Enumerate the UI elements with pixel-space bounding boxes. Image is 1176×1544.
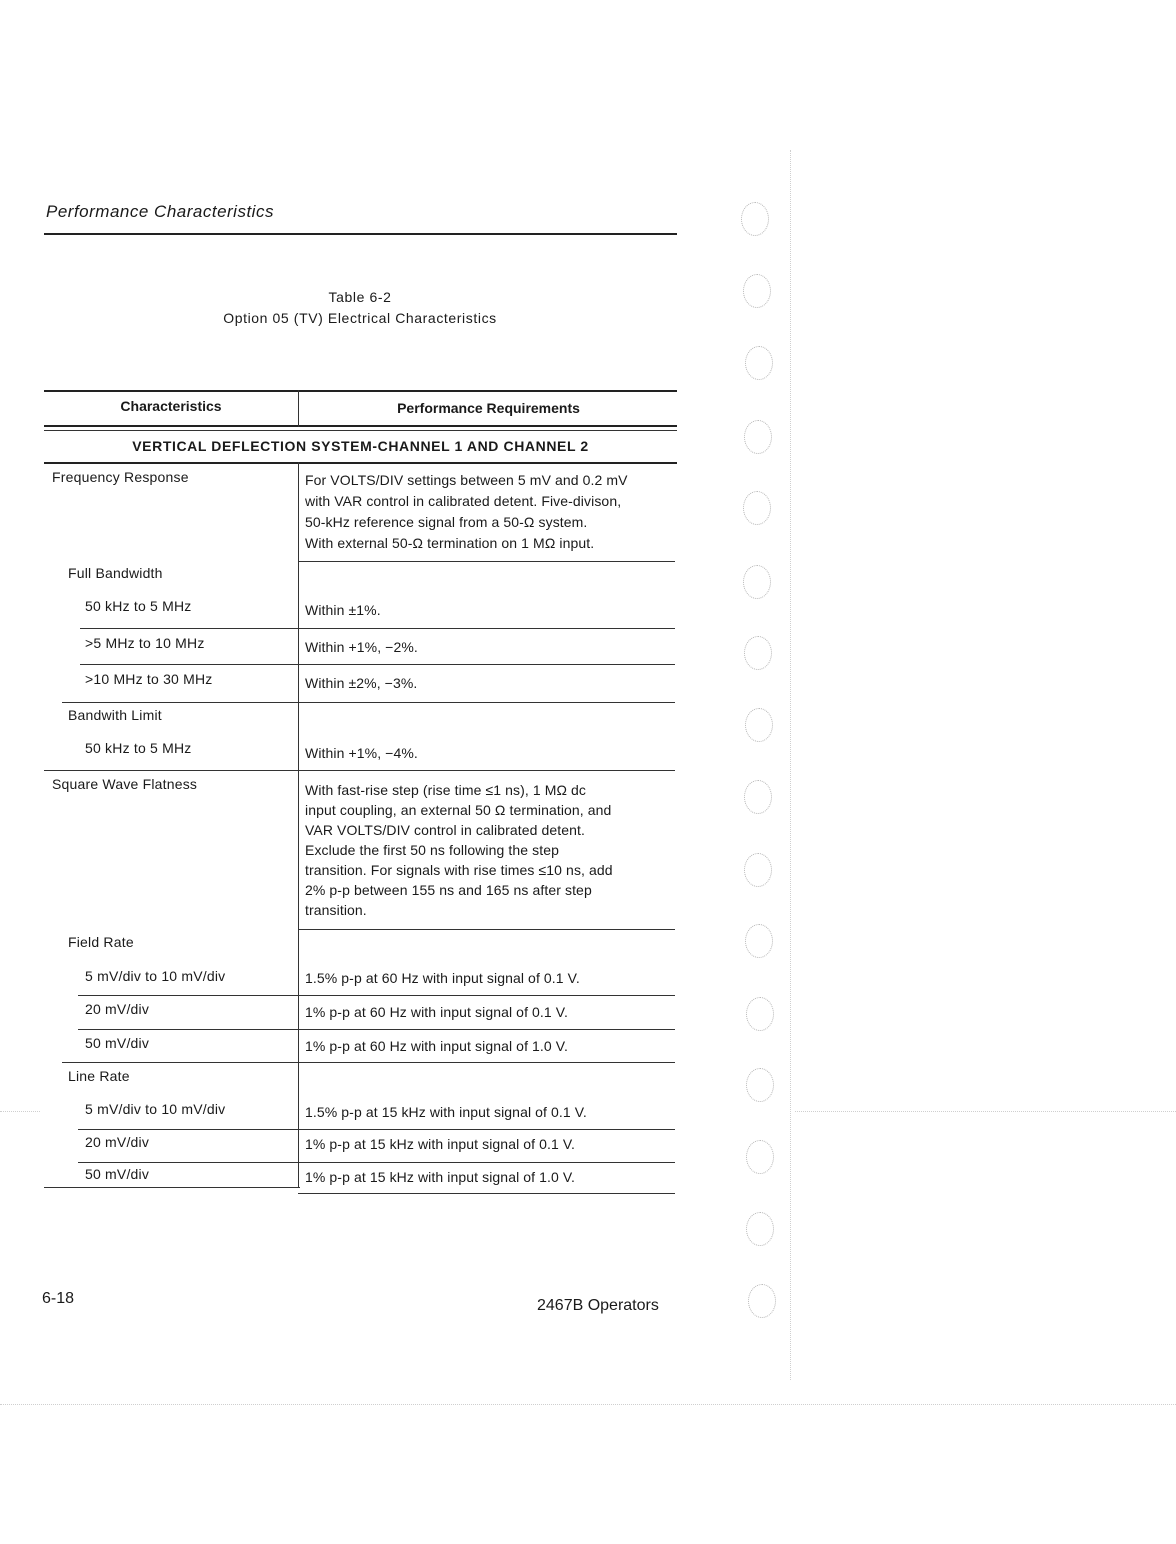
table-row-char: Bandwith Limit — [68, 707, 162, 723]
row-rule — [78, 1029, 675, 1030]
req-line: With fast-rise step (rise time ≤1 ns), 1 MΩ dc — [305, 782, 587, 798]
row-rule — [298, 561, 675, 562]
system-header: VERTICAL DEFLECTION SYSTEM-CHANNEL 1 AND CHANNEL 2 — [132, 438, 589, 454]
table-top-rule — [44, 390, 677, 392]
manual-name: 2467B Operators — [537, 1297, 659, 1314]
table-row-char: 20 mV/div — [85, 1134, 150, 1150]
table-row-req — [305, 1134, 677, 1155]
table-row-req — [305, 968, 677, 989]
binder-hole-icon — [746, 1068, 774, 1102]
col1-header: Characteristics — [120, 398, 222, 414]
table-row-char: Frequency Response — [52, 469, 189, 485]
req-line: transition. — [305, 902, 367, 918]
req-line: Within ±1%. — [305, 602, 381, 618]
req-line: Within ±2%, −3%. — [305, 675, 418, 691]
table-row-req — [305, 637, 677, 658]
table-bottom-rule-right — [298, 1193, 675, 1194]
table-row-char: 5 mV/div to 10 mV/div — [85, 1101, 226, 1117]
req-line: input coupling, an external 50 Ω termination, and — [305, 802, 612, 818]
header-rule — [44, 233, 677, 235]
binder-hole-icon — [745, 924, 773, 958]
table-row-req — [305, 743, 677, 764]
req-line: 2% p-p between 155 ns and 165 ns after step — [305, 882, 592, 898]
table-title: Option 05 (TV) Electrical Characteristics — [223, 310, 497, 326]
binder-hole-icon — [746, 997, 774, 1031]
req-line: Within +1%, −2%. — [305, 639, 418, 655]
binder-hole-icon — [746, 1212, 774, 1246]
table-row-char: Line Rate — [68, 1068, 130, 1084]
table-row-char: >10 MHz to 30 MHz — [85, 671, 213, 687]
header-rule-2 — [44, 430, 677, 431]
req-line: For VOLTS/DIV settings between 5 mV and 0.2 mV — [305, 472, 628, 488]
table-row-char: 50 mV/div — [85, 1166, 150, 1182]
row-rule — [298, 929, 675, 930]
col-divider-head — [298, 390, 299, 427]
req-line: With external 50-Ω termination on 1 MΩ input. — [305, 535, 595, 551]
table-row-char: Field Rate — [68, 934, 134, 950]
page-edge-line — [795, 1111, 1176, 1112]
req-line: 1% p-p at 60 Hz with input signal of 1.0 V. — [305, 1038, 568, 1054]
binder-hole-icon — [748, 1284, 776, 1318]
table-row-char: 5 mV/div to 10 mV/div — [85, 968, 226, 984]
binder-hole-icon — [741, 202, 769, 236]
row-rule — [80, 628, 675, 629]
table-number: Table 6-2 — [328, 289, 392, 305]
table-row-req — [305, 1102, 677, 1123]
row-rule — [78, 1129, 675, 1130]
table-row-req — [305, 1002, 677, 1023]
table-row-char: 20 mV/div — [85, 1001, 150, 1017]
req-line: 1% p-p at 15 kHz with input signal of 0.1 V. — [305, 1136, 576, 1152]
req-line: Exclude the first 50 ns following the step — [305, 842, 560, 858]
req-line: with VAR control in calibrated detent. Five-divison, — [305, 493, 622, 509]
table-row-char: Full Bandwidth — [68, 565, 163, 581]
binder-hole-icon — [746, 1140, 774, 1174]
binder-hole-icon — [744, 420, 772, 454]
row-rule — [80, 664, 675, 665]
binder-hole-icon — [745, 346, 773, 380]
req-line: Within +1%, −4%. — [305, 745, 418, 761]
table-row-char: >5 MHz to 10 MHz — [85, 635, 205, 651]
row-rule — [78, 995, 675, 996]
col-divider — [298, 462, 299, 1188]
binder-hole-icon — [743, 565, 771, 599]
table-row-char: Square Wave Flatness — [52, 776, 198, 792]
req-line: 1% p-p at 15 kHz with input signal of 1.0 V. — [305, 1169, 576, 1185]
col2-header: Performance Requirements — [397, 400, 580, 416]
binder-hole-icon — [744, 853, 772, 887]
req-line: VAR VOLTS/DIV control in calibrated detent. — [305, 822, 586, 838]
system-rule — [44, 462, 677, 464]
req-line: transition. For signals with rise times ≤10 ns, add — [305, 862, 613, 878]
binder-hole-icon — [744, 780, 772, 814]
table-row-req — [305, 1036, 677, 1057]
table-row-char: 50 mV/div — [85, 1035, 150, 1051]
page-number: 6-18 — [42, 1290, 75, 1307]
table-row-req — [305, 780, 677, 920]
table-row-req — [305, 470, 677, 554]
row-rule — [62, 702, 675, 703]
table-row-char: 50 kHz to 5 MHz — [85, 598, 192, 614]
table-row-req — [305, 1167, 677, 1188]
req-line: 1.5% p-p at 15 kHz with input signal of 0.1 V. — [305, 1104, 587, 1120]
req-line: 1.5% p-p at 60 Hz with input signal of 0.1 V. — [305, 970, 580, 986]
binder-hole-icon — [745, 708, 773, 742]
page-edge-line — [790, 150, 791, 1380]
binder-hole-icon — [743, 274, 771, 308]
binder-hole-icon — [744, 636, 772, 670]
page-edge-line — [0, 1111, 40, 1112]
req-line: 1% p-p at 60 Hz with input signal of 0.1 V. — [305, 1004, 568, 1020]
table-row-char: 50 kHz to 5 MHz — [85, 740, 192, 756]
binder-hole-icon — [743, 491, 771, 525]
section-title: Performance Characteristics — [46, 202, 274, 221]
row-rule — [78, 1162, 675, 1163]
table-row-req — [305, 673, 677, 694]
header-rule-1 — [44, 425, 677, 427]
table-bottom-rule-left — [44, 1187, 300, 1188]
row-rule — [44, 770, 675, 771]
table-row-req — [305, 600, 677, 621]
row-rule — [62, 1062, 675, 1063]
page-edge-line — [0, 1404, 1176, 1405]
req-line: 50-kHz reference signal from a 50-Ω system. — [305, 514, 588, 530]
